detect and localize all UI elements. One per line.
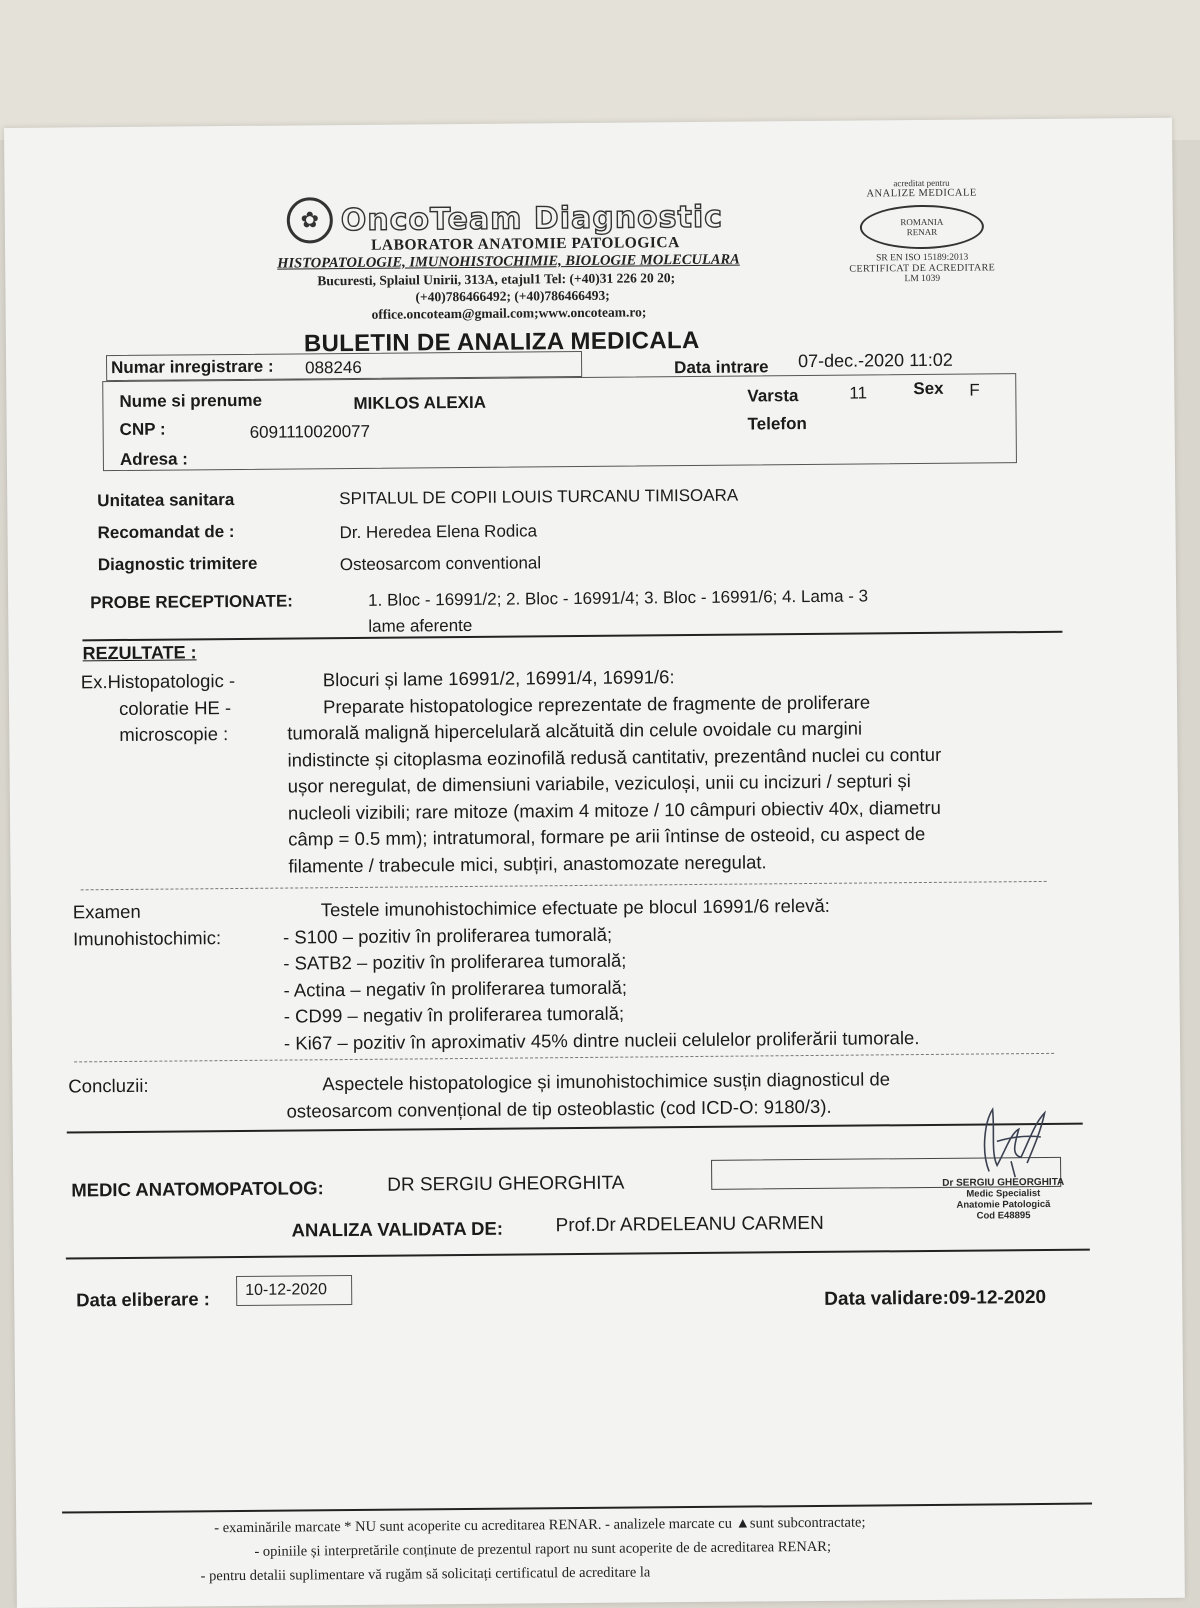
release-date-value: 10-12-2020 (245, 1281, 328, 1299)
accreditation-number: LM 1039 (904, 273, 941, 285)
histo-text (287, 661, 1049, 880)
handwritten-signature (970, 1091, 1061, 1182)
accreditation-line1: acreditat pentru (893, 177, 950, 189)
age-label: Varsta (747, 386, 799, 406)
patient-box (102, 373, 1017, 471)
accreditation-standard: SR EN ISO 15189:2013 (876, 252, 969, 264)
histo-label (81, 668, 282, 749)
accreditation-block (826, 177, 1017, 285)
entry-date-label: Data intrare (674, 357, 769, 378)
results-heading: REZULTATE : (82, 642, 197, 664)
ihc-line: - S100 – pozitiv în proliferarea tumorală; (282, 923, 613, 948)
stamp-line: Medic Specialist (966, 1187, 1041, 1200)
accreditation-certificate: CERTIFICAT DE ACREDITARE (849, 262, 996, 275)
unit-label: Unitatea sanitara (97, 490, 235, 511)
conclusion-line: osteosarcom convențional de tip osteoblastic (cod ICD-O: 9180/3). (286, 1095, 832, 1122)
cnp-label: CNP : (119, 419, 166, 440)
seal-top: ROMANIA (900, 216, 944, 228)
ihc-line: - SATB2 – pozitiv în proliferarea tumorală; (283, 949, 627, 974)
age-value: 11 (849, 383, 868, 403)
section-divider (81, 881, 1047, 890)
doctor-stamp (938, 1177, 1068, 1222)
unit-value: SPITALUL DE COPII LOUIS TURCANU TIMISOARA (339, 485, 739, 509)
histo-label-line: microscopie : (119, 723, 229, 746)
validation-date (824, 1287, 1046, 1311)
histo-line: ușor neregulat, de dimensiuni variabile, veziculoși, unii cu incizuri / septuri și (287, 770, 911, 797)
patient-name-label: Nume si prenume (119, 390, 263, 412)
histo-line: câmp = 0.5 mm); intratumoral, formare pe arii întinse de osteoid, cu aspect de (288, 822, 926, 850)
lab-specialties: HISTOPATOLOGIE, IMUNOHISTOCHIMIE, BIOLOGIE MOLECULARA (277, 251, 740, 272)
brand-name: OncoTeam Diagnostic (340, 199, 724, 238)
seal-bottom: RENAR (906, 226, 938, 238)
conclusion-label: Concluzii: (68, 1074, 149, 1097)
entry-date-value: 07-dec.-2020 11:02 (797, 349, 953, 372)
phone-label: Telefon (747, 414, 807, 434)
renar-seal (860, 204, 984, 249)
validated-by: Prof.Dr ARDELEANU CARMEN (555, 1212, 824, 1237)
patient-name: MIKLOS ALEXIA (353, 392, 487, 413)
recommended-label: Recomandat de : (97, 522, 235, 543)
flower-icon: ✿ (287, 197, 333, 243)
section-divider (74, 1053, 1054, 1063)
sex-value: F (969, 380, 980, 400)
registration-number: 088246 (305, 357, 362, 378)
samples-line2: lame aferente (368, 615, 473, 636)
release-date-label: Data eliberare : (76, 1288, 211, 1311)
conclusion-text (286, 1065, 1046, 1125)
pathologist-name: DR SERGIU GHEORGHITA (387, 1172, 625, 1196)
address-label: Adresa : (119, 449, 189, 470)
ihc-line: - CD99 – negativ în proliferarea tumorală; (283, 1002, 625, 1027)
samples-label: PROBE RECEPTIONATE: (90, 591, 293, 613)
diagnosis-label: Diagnostic trimitere (97, 553, 258, 575)
lab-address: Bucuresti, Splaiul Unirii, 313A, etajul1 Tel: (+40)31 226 20 20; (317, 270, 676, 289)
histo-line: indistincte și citoplasma eozinofilă redusă cantitativ, prezentând nuclei cu contur (287, 743, 942, 771)
validation-date-label: Data validare: (824, 1287, 949, 1310)
histo-line: filamente / trabecule mici, subțiri, anastomozate neregulat. (288, 850, 767, 877)
ihc-label-line: Examen (72, 900, 141, 923)
ihc-line: - Ki67 – pozitiv în aproximativ 45% dintre nucleii celulelor proliferării tumorale. (283, 1026, 920, 1054)
diagnosis-value: Osteosarcom conventional (339, 553, 542, 575)
footer-line: - pentru detalii suplimentare vă rugăm să solicitați certificatul de acreditare la (200, 1564, 651, 1585)
document-page (4, 118, 1185, 1608)
sex-label: Sex (913, 378, 944, 399)
conclusion-line: Aspectele histopatologice și imunohistochimice susțin diagnosticul de (322, 1068, 891, 1095)
ihc-label-line: Imunohistochimic: (72, 926, 222, 949)
stamp-line: Anatomie Patologică (956, 1198, 1051, 1211)
accreditation-line2: ANALIZE MEDICALE (866, 187, 977, 200)
histo-line: tumorală malignă hipercelulară alcătuită din celule ovoidale cu margini (287, 717, 863, 744)
histo-line: Preparate histopatologice reprezentate de fragmente de proliferare (322, 690, 871, 717)
ihc-label (73, 898, 273, 953)
footer-line: - opiniile și interpretările conținute de prezentul raport nu sunt acoperite de de acreditarea RENAR; (254, 1538, 832, 1560)
footer-divider (62, 1503, 1092, 1514)
samples-line1: 1. Bloc - 16991/2; 2. Bloc - 16991/4; 3. Bloc - 16991/6; 4. Lama - 3 (368, 586, 869, 610)
lab-name: LABORATOR ANATOMIE PATOLOGICA (370, 234, 680, 254)
ihc-line: - Actina – negativ în proliferarea tumorală; (283, 976, 628, 1001)
lab-phones: (+40)786466492; (+40)786466493; (415, 287, 610, 305)
stamp-line: Cod E48895 (976, 1210, 1031, 1222)
pathologist-label: MEDIC ANATOMOPATOLOG: (71, 1177, 324, 1201)
conclusion-divider (67, 1123, 1083, 1134)
samples-divider (82, 631, 1062, 642)
registration-label: Numar inregistrare : (111, 356, 274, 378)
ihc-text (283, 891, 1054, 1057)
histo-label-line: Ex.Histopatologic - (80, 670, 236, 693)
validation-date-value: 09-12-2020 (948, 1286, 1047, 1309)
histo-line: nucleoli vizibili; rare mitoze (maxim 4 mitoze / 10 câmpuri obiectiv 40x, diametru (287, 796, 941, 824)
stamp-line: Dr SERGIU GHEORGHITA (942, 1176, 1065, 1189)
ihc-line: Testele imunohistochimice efectuate pe blocul 16991/6 relevă: (320, 894, 830, 921)
release-date-box (236, 1275, 352, 1306)
histo-label-line: coloratie HE - (118, 696, 232, 719)
lab-contact: office.oncoteam@gmail.com;www.oncoteam.ro; (371, 304, 647, 322)
validated-label: ANALIZA VALIDATA DE: (291, 1217, 504, 1241)
histo-line: Blocuri și lame 16991/2, 16991/4, 16991/6: (322, 666, 675, 691)
signatures-divider (66, 1249, 1090, 1260)
recommended-value: Dr. Heredea Elena Rodica (339, 521, 538, 543)
cnp-value: 6091110020077 (249, 421, 371, 442)
footer-line: - examinările marcate * NU sunt acoperite cu acreditarea RENAR. - analizele marcate cu ▲sunt subcontractate; (214, 1514, 866, 1537)
document-title: BULETIN DE ANALIZA MEDICALA (303, 326, 700, 358)
